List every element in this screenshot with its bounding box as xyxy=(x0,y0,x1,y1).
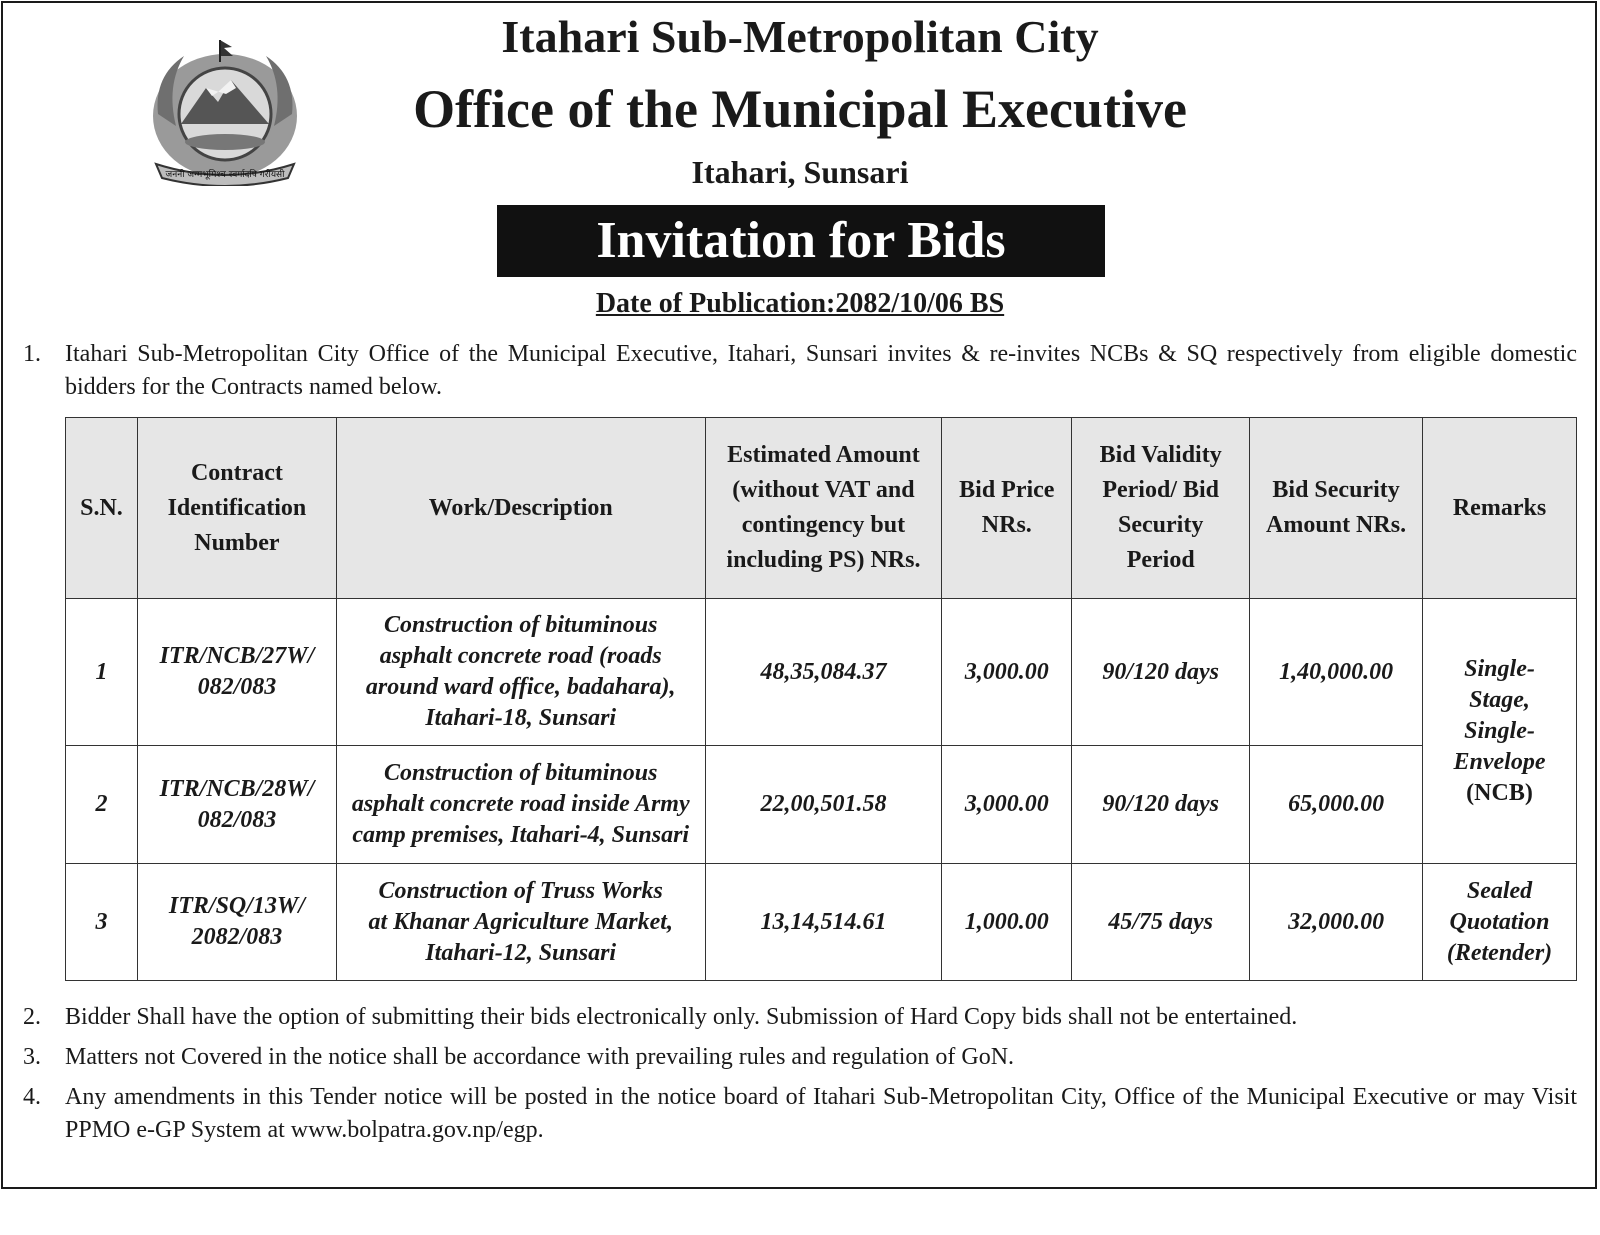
cell-validity: 90/120 days xyxy=(1072,746,1250,864)
notice-paragraph-4 xyxy=(23,1081,1577,1147)
cell-contract-id: ITR/NCB/28W/ 082/083 xyxy=(137,746,336,864)
cell-work: Construction of bituminous asphalt concrete road inside Army camp premises, Itahari-4, Sunsari xyxy=(336,746,705,864)
emblem-motto: जननी जन्मभूमिश्च स्वर्गादपि गरीयसी xyxy=(165,170,285,180)
cell-sn: 1 xyxy=(66,599,138,746)
paragraph-number: 2. xyxy=(23,1004,41,1030)
office-location: Itahari, Sunsari xyxy=(691,154,909,190)
notice-paragraph-1 xyxy=(23,338,1577,404)
cell-sn: 2 xyxy=(66,746,138,864)
paragraph-number: 3. xyxy=(23,1044,41,1070)
table-row xyxy=(66,599,1577,746)
cell-estimate: 48,35,084.37 xyxy=(705,599,942,746)
paragraph-text: Itahari Sub-Metropolitan City Office of the Municipal Executive, Itahari, Sunsari invites & re-invites NCBs & SQ respectively from eligible domestic bidders for the Contracts named below. xyxy=(65,341,1577,400)
office-name: Office of the Municipal Executive xyxy=(413,79,1187,139)
col-header-contract-id: Contract Identification Number xyxy=(137,418,336,599)
col-header-validity: Bid Validity Period/ Bid Security Period xyxy=(1072,418,1250,599)
cell-sn: 3 xyxy=(66,864,138,981)
paragraph-text: Any amendments in this Tender notice will be posted in the notice board of Itahari Sub-Metropolitan City, Office of the Municipal Executive or may Visit PPMO e-GP System at www.bolpatra.gov.np/egp. xyxy=(65,1084,1577,1143)
cell-contract-id: ITR/SQ/13W/ 2082/083 xyxy=(137,864,336,981)
cell-bid-price: 1,000.00 xyxy=(942,864,1072,981)
paragraph-number: 1. xyxy=(23,341,41,367)
cell-validity: 45/75 days xyxy=(1072,864,1250,981)
paragraph-number: 4. xyxy=(23,1084,41,1110)
org-name: Itahari Sub-Metropolitan City xyxy=(501,11,1099,62)
paragraph-text: Bidder Shall have the option of submitting their bids electronically only. Submission of Hard Copy bids shall not be entertained. xyxy=(65,1004,1298,1030)
cell-estimate: 13,14,514.61 xyxy=(705,864,942,981)
bids-table xyxy=(65,417,1577,981)
table-row xyxy=(66,746,1577,864)
cell-security: 32,000.00 xyxy=(1250,864,1423,981)
cell-estimate: 22,00,501.58 xyxy=(705,746,942,864)
table-header-row xyxy=(66,418,1577,599)
col-header-estimate: Estimated Amount (without VAT and contingency but including PS) NRs. xyxy=(705,418,942,599)
paragraph-text: Matters not Covered in the notice shall be accordance with prevailing rules and regulation of GoN. xyxy=(65,1044,1015,1070)
cell-work: Construction of Truss Works at Khanar Agriculture Market, Itahari-12, Sunsari xyxy=(336,864,705,981)
table-row xyxy=(66,864,1577,981)
cell-work: Construction of bituminous asphalt concrete road (roads around ward office, badahara), Itahari-18, Sunsari xyxy=(336,599,705,746)
col-header-bid-price: Bid Price NRs. xyxy=(942,418,1072,599)
col-header-sn: S.N. xyxy=(66,418,138,599)
cell-bid-price: 3,000.00 xyxy=(942,599,1072,746)
cell-bid-price: 3,000.00 xyxy=(942,746,1072,864)
cell-remarks-ncb: Single- Stage, Single- Envelope (NCB) xyxy=(1423,599,1577,864)
col-header-security: Bid Security Amount NRs. xyxy=(1250,418,1423,599)
notice-paragraph-2 xyxy=(23,1001,1577,1034)
cell-security: 65,000.00 xyxy=(1250,746,1423,864)
publication-date: Date of Publication:2082/10/06 BS xyxy=(595,288,1005,319)
cell-security: 1,40,000.00 xyxy=(1250,599,1423,746)
cell-remarks-sq: Sealed Quotation (Retender) xyxy=(1423,864,1577,981)
cell-contract-id: ITR/NCB/27W/ 082/083 xyxy=(137,599,336,746)
col-header-remarks: Remarks xyxy=(1423,418,1577,599)
col-header-work: Work/Description xyxy=(336,418,705,599)
notice-paragraph-3 xyxy=(23,1041,1577,1074)
page-title: Invitation for Bids xyxy=(497,205,1105,277)
cell-validity: 90/120 days xyxy=(1072,599,1250,746)
